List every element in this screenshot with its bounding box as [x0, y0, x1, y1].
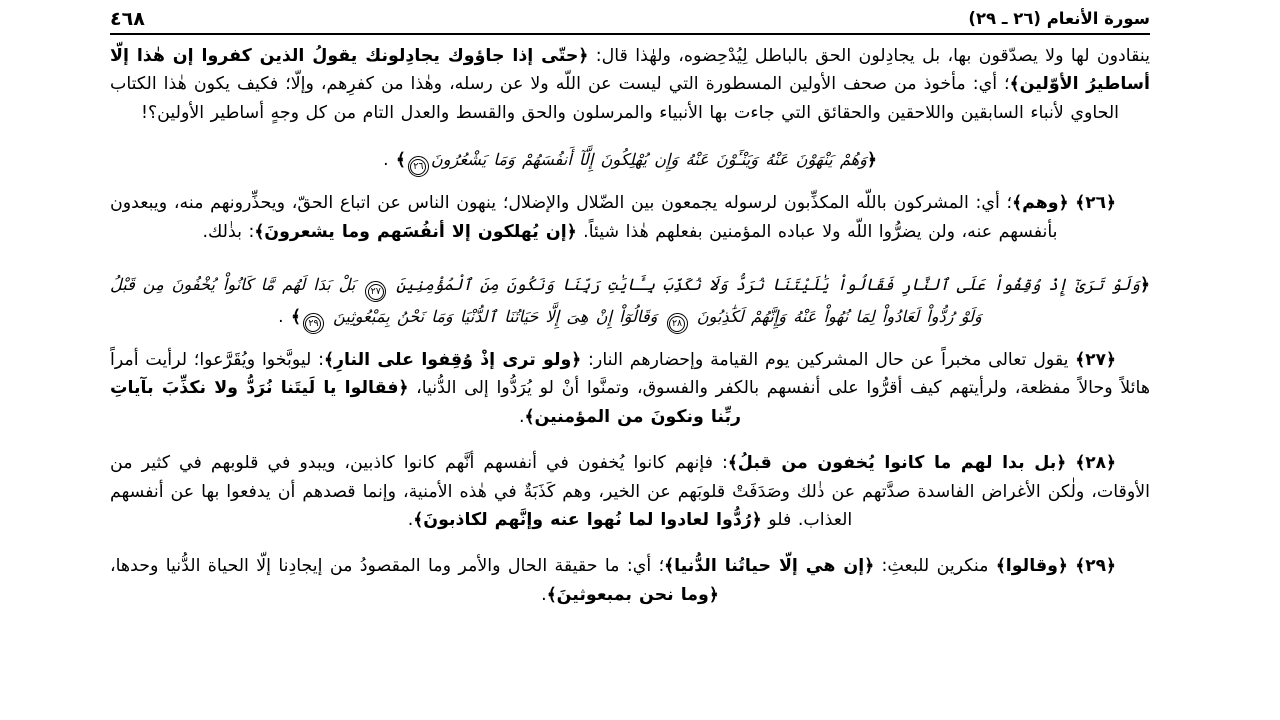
- prose-run: .: [518, 406, 525, 427]
- verse-number-medallion: ٢٦: [408, 156, 429, 177]
- ornate-bracket-open-icon: ﴿: [864, 556, 875, 577]
- ayah-block-27-28-29: [110, 270, 1150, 334]
- prose-run: : بذٰلك.: [202, 221, 255, 242]
- ornate-bracket-close-icon: ﴾: [254, 221, 265, 242]
- ornate-bracket-open-icon: ﴿: [1057, 556, 1068, 577]
- verse-number-tag: ﴿٢٧﴾: [1075, 350, 1116, 371]
- ornate-bracket-close-icon: ﴾: [1012, 193, 1023, 214]
- prose-run: .: [541, 584, 547, 605]
- quran-verse-text: وَهُمْ يَنْهَوْنَ عَنْهُ وَيَنْـَٔوْنَ عَنْهُ وَإِن يُهْلِكُونَ إِلَّآ أَنفُسَهُمْ وَمَا يَشْعُرُونَ: [430, 150, 867, 170]
- quoted-phrase: فقالوا يا لَيتَنا نُرَدُّ ولا نكذِّبَ بآياتِ ربِّنا ونكونَ من المؤمنين: [110, 378, 742, 427]
- ornate-bracket-close-icon: ﴾: [995, 556, 1006, 577]
- spacer: [110, 131, 1150, 139]
- page-number: ٤٦٨: [110, 8, 145, 30]
- spacer: [110, 435, 1150, 449]
- paragraph-commentary-26: [110, 189, 1150, 246]
- text-column: [110, 42, 1150, 613]
- ornate-bracket-close-icon: ﴾: [290, 307, 301, 328]
- ornate-bracket-open-icon: ﴿: [566, 221, 577, 242]
- ayah-block-26: [110, 145, 1150, 177]
- ornate-bracket-close-icon: ﴾: [727, 453, 738, 474]
- paragraph-intro-commentary: [110, 42, 1150, 127]
- ornate-bracket-close-icon: ﴾: [413, 510, 424, 531]
- spacer: [110, 181, 1150, 189]
- verse-number-medallion: ٢٩: [303, 313, 324, 334]
- prose-run: ينقادون لها ولا يصدّقون بها، بل يجادِلون الحق بالباطل لِيُدْحِضوه، ولهٰذا قال:: [588, 46, 1150, 66]
- surah-title: سورة الأنعام (٢٦ ـ ٢٩): [968, 9, 1150, 28]
- prose-run: منكرين للبعثِ:: [874, 556, 996, 577]
- prose-run: : فإنهم كانوا يُخفون في أنفسهم أنَّهم كانوا كاذبين، ويبدو في قلوبهم في كثير من الأوقات، ولٰكن الأغراض الفاسدة صدَّتهم عن ذٰلك وصَدَفَتْ قلوبَهم عن الخير، وهم كَذَبَةٌ في هٰذه الأمنية، وإنما قصدهم أن يدفعوا بها عن أنفسهم العذاب. فلو: [110, 453, 1150, 531]
- prose-run: ؛ أي: مأخوذ من صحف الأولين المسطورة التي ليست عن اللّه ولا عن رسله، وهٰذا من كفرِهم، وإلّا؛ فكيف يكون هٰذا الكتاب الحاوي لأنباء السابقين واللاحقين والحقائق التي جاءت بها الأنبياء والمرسلون والحق والقسط والعدل التام من كل وجهٍ أساطير الأولين؟!: [110, 74, 1120, 123]
- verse-number-medallion: ٢٨: [667, 313, 688, 334]
- quran-verse-text: بَلْ بَدَا لَهُم مَّا كَانُواْ يُخْفُونَ مِن قَبْلُ وَلَوْ رُدُّواْ لَعَادُواْ لِمَا نُهُواْ عَنْهُ وَإِنَّهُمْ لَكَٰذِبُونَ: [110, 275, 982, 327]
- verse-number-tag: ﴿٢٩﴾: [1075, 556, 1116, 577]
- quoted-phrase: بل بدا لهم ما كانوا يُخفون من قبلُ: [737, 453, 1057, 474]
- quoted-phrase: رُدُّوا لعادوا لما نُهوا عنه وإنَّهم لكاذبونَ: [423, 510, 752, 531]
- header-rule: [110, 33, 1150, 35]
- quran-verse-text: وَلَوْ تَرَىٰٓ إِذْ وُقِفُواْ عَلَى ٱلنَّارِ فَقَالُواْ يَٰلَيْتَنَا نُرَدُّ وَلَا نُكَذِّبَ بِـَٔايَٰتِ رَبِّنَا وَنَكُونَ مِنَ ٱلْمُؤْمِنِينَ: [388, 275, 1141, 295]
- quoted-phrase: إن يُهلكون إلا أنفُسَهم وما يشعرونَ: [264, 221, 567, 242]
- ornate-bracket-close-icon: ﴾: [395, 150, 406, 171]
- sentence-period: .: [278, 307, 291, 328]
- quoted-phrase: وقالوا: [1005, 556, 1058, 577]
- paragraph-commentary-28: [110, 449, 1150, 534]
- paragraph-commentary-27: [110, 346, 1150, 431]
- ornate-bracket-open-icon: ﴿: [866, 150, 877, 171]
- verse-number-tag: ﴿٢٦﴾: [1075, 193, 1116, 214]
- ornate-bracket-close-icon: ﴾: [324, 350, 334, 371]
- verse-number-medallion: ٢٧: [365, 281, 386, 302]
- prose-run: [1066, 453, 1075, 473]
- quoted-phrase: وما نحن بمبعوثينَ: [556, 584, 709, 605]
- paragraph-commentary-29: [110, 552, 1150, 609]
- ornate-bracket-close-icon: ﴾: [546, 584, 557, 605]
- ornate-bracket-open-icon: ﴿: [571, 350, 582, 371]
- ornate-bracket-open-icon: ﴿: [578, 46, 589, 66]
- ornate-bracket-open-icon: ﴿: [1056, 453, 1067, 474]
- ornate-bracket-open-icon: ﴿: [751, 510, 762, 531]
- spacer: [110, 538, 1150, 552]
- ornate-bracket-close-icon: ﴾: [1009, 74, 1020, 95]
- sentence-period: .: [383, 150, 396, 171]
- ornate-bracket-close-icon: ﴾: [664, 556, 675, 577]
- verse-number-tag: ﴿٢٨﴾: [1075, 453, 1117, 474]
- quoted-phrase: حتّى إذا جاؤوك يجادِلونك يقولُ الذين كفروا إن هٰذا إلّا أساطيرُ الأوّلين: [110, 46, 1150, 95]
- quoted-phrase: وهم: [1022, 193, 1059, 214]
- running-head: [110, 8, 1150, 34]
- quoted-phrase: إن هي إلّا حياتُنا الدُّنيا: [674, 556, 865, 577]
- quoted-phrase: ولو ترى إذْ وُقِفوا على النارِ: [333, 350, 572, 371]
- prose-run: .: [407, 510, 414, 531]
- prose-run: يقول تعالى مخبراً عن حال المشركين يوم القيامة وإحضارهم النار:: [581, 350, 1076, 371]
- spacer: [110, 338, 1150, 346]
- ornate-bracket-open-icon: ﴿: [1140, 275, 1150, 296]
- prose-run: ؛ أي: المشركون باللّه المكذِّبون لرسوله يجمعون بين الضّلال والإضلال؛ ينهون الناس عن اتباع الحقّ، ويحذِّرونهم منه، ويبعدون بأنفسهم عنه، ولن يضرُّوا اللّه ولا عباده المؤمنين بفعلهم هٰذا شيئاً.: [110, 193, 1058, 242]
- ornate-bracket-open-icon: ﴿: [398, 378, 409, 399]
- ornate-bracket-close-icon: ﴾: [524, 406, 535, 427]
- prose-run: : ليوبَّخوا ويُقَرَّعوا؛ لرأيت أمراً هائلاً وحالاً مفظعة، ولرأيتهم كيف أقرُّوا على أنفسهم بالكفر والفسوق، وتمنَّوا أنْ لو يُرَدُّوا إلى الدُّنيا،: [110, 350, 1150, 399]
- prose-run: ؛ أي: ما حقيقة الحال والأمر وما المقصودُ من إيجادِنا إلّا الحياة الدُّنيا وحدها،: [110, 556, 665, 577]
- quran-verse-text: وَقَالُوٓاْ إِنْ هِىَ إِلَّا حَيَاتُنَا ٱلدُّنْيَا وَمَا نَحْنُ بِمَبْعُوثِينَ: [325, 307, 665, 327]
- spacer: [110, 250, 1150, 264]
- ornate-bracket-open-icon: ﴿: [708, 584, 719, 605]
- ornate-bracket-open-icon: ﴿: [1058, 193, 1069, 214]
